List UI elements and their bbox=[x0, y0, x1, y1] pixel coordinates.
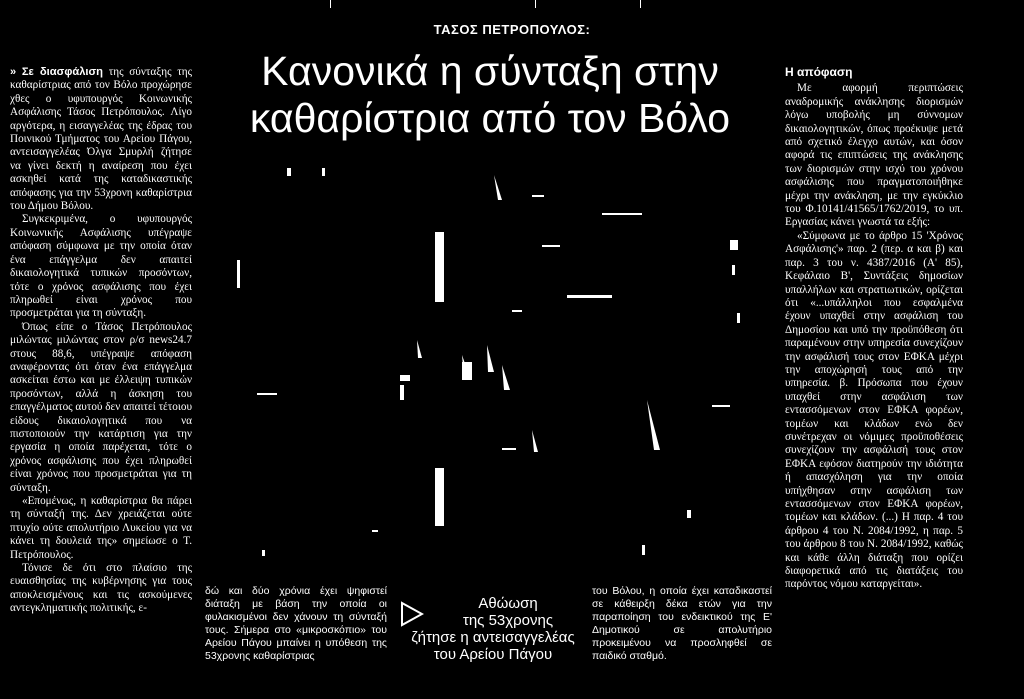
caption-text-left: δώ και δύο χρόνια έχει ψηφιστεί διάταξη με βάση την οποία οι φυλακισμένοι δεν χάνουν τη σύνταξή τους. Σήμερα στο «μικροσκόπιο» του Αρείου Πάγου μπαίνει η υπόθεση της 53χρονης καθαρίστριας bbox=[205, 585, 387, 662]
page-top-rule-right bbox=[640, 0, 641, 8]
left-paragraph-5: Τόνισε δε ότι στο πλαίσιο της ευαισθησίας της κυβέρνησης για τους αποκλεισμένους και τις ασκούμενες αντεγκληματικής πολιτικής, ε- bbox=[10, 562, 192, 615]
left-paragraph-1 bbox=[10, 66, 192, 213]
pull-quote bbox=[398, 595, 588, 663]
left-paragraph-1-text: της σύνταξης της καθαρίστριας από τον Βόλο προχώρησε χθες ο υφυπουργός Κοινωνικής Ασφάλισης Τάσος Πετρόπουλος. Λίγο αργότερα, η εισαγγελέας της έδρας του Ποινικού Τμήματος του Αρείου Πάγου, αντεισαγγελέας Όλγα Σμυρλή ζήτησε να γίνει δεκτή η αναίρεση που έχει ασκηθεί κατά της καταδικαστικής απόφασης για την 53χρονη καθαρίστρια του Δήμου Βόλου. bbox=[10, 66, 192, 213]
pull-quote-line-3: ζήτησε η αντεισαγγελέας bbox=[411, 629, 575, 646]
lead-in: Σε διασφάλιση bbox=[21, 66, 104, 78]
double-chevron-icon: » bbox=[10, 66, 17, 78]
right-paragraph-2: «Σύμφωνα με το άρθρο 15 'Χρόνος Ασφάλισης'» παρ. 2 (περ. α και β) και παρ. 3 του ν. 4387/2016 (Α' 85), Κεφάλαιο Β', Συντάξεις δημοσίων υπαλλήλων και στρατιωτικών, ορίζεται ότι «...υπάλληλοι που εσφαλμένα έχουν υπαχθεί στην ασφάλιση του Δημοσίου και υπό την προϋπόθεση ότι παραμένουν στην υπηρεσία συνεχίζουν την ασφάλισή τους στον ΕΦΚΑ μέχρι την αποχώρησή τους από την υπηρεσία. β. Πρόσωπα που έχουν υπαχθεί στην ασφάλιση των εντασσόμενων στον ΕΦΚΑ φορέων, τομέων και κλάδων ενώ δεν συνέτρεχαν οι νόμιμες προϋποθέσεις συνεχίζουν την ασφάλισή τους στον ΕΦΚΑ εφόσον διατηρούν την ιδιότητα ή απασχόληση για την οποία υπήχθησαν στην ασφάλιση των εντασσόμενων στον ΕΦΚΑ φορέων, τομέων και κλάδων. (...) Η παρ. 4 του άρθρου 4 του Ν. 2084/1992, η παρ. 5 του άρθρου 8 του Ν. 2084/1992, καθώς και κάθε άλλη διάταξη που ορίζει διαφορετικά από τις διατάξεις του παρόντος νόμου καταργείται». bbox=[785, 229, 963, 591]
pull-quote-line-4: του Αρείου Πάγου bbox=[433, 646, 553, 663]
photo-graphic bbox=[232, 150, 772, 572]
article-photo bbox=[232, 150, 772, 572]
left-paragraph-3: Όπως είπε ο Τάσος Πετρόπουλος μιλώντας μιλώντας στον ρ/σ news24.7 στους 88,6, υπέγραψε απόφαση αναφέροντας ότι όταν ένα επάγγελμα ασκείται έστω και με έλλειψη τυπικών προσόντων, αλλά η άσκηση του επαγγέλματος αυτού δεν απαιτεί τέτοιου είδους δικαιολογητικά που να πιστοποιούν την κατάρτιση για την εργασία η οποία παρέχεται, τότε ο χρόνος ασφάλισης που έχει πληρωθεί είναι χρόνος που προσμετράται για τη σύνταξη. bbox=[10, 320, 192, 494]
article-headline bbox=[200, 48, 780, 142]
article-kicker: ΤΑΣΟΣ ΠΕΤΡΟΠΟΥΛΟΣ: bbox=[433, 22, 591, 37]
sidebar-heading: Η απόφαση bbox=[785, 65, 853, 79]
page-top-rule-left bbox=[330, 0, 331, 8]
left-paragraph-4: «Επομένως, η καθαρίστρια θα πάρει τη σύνταξή της. Δεν χρειάζεται ούτε πτυχίο ούτε απολυτήριο Λυκείου για να κάνει τη δουλειά της» σημείωσε ο Τ. Πετρόπουλος. bbox=[10, 495, 192, 561]
pull-quote-line-2: της 53χρονης bbox=[462, 612, 554, 629]
headline-line-2: καθαρίστρια από τον Βόλο bbox=[249, 95, 731, 141]
left-paragraph-2: Συγκεκριμένα, ο υφυπουργός Κοινωνικής Ασφάλισης υπέγραψε απόφαση σύμφωνα με την οποία όταν ένα επάγγελμα δεν απαιτεί δικαιολογητικά τυπικών προσόντων, τότε ο χρόνος ασφάλισης που έχει πληρωθεί είναι χρόνος που προσμετράται για τη σύνταξη. bbox=[10, 213, 192, 320]
page-top-rule-mid bbox=[535, 0, 536, 8]
headline-line-1: Κανονικά η σύνταξη στην bbox=[261, 48, 719, 94]
left-text-column bbox=[10, 66, 192, 616]
pull-quote-line-1: Αθώωση bbox=[478, 595, 538, 612]
right-paragraph-1: Με αφορμή περιπτώσεις αναδρομικής ανάκλησης διορισμών λόγω υποβολής μη σύννομων δικαιολογητικών, όπως προέκυψε μετά από σχετικό έλεγχο αυτών, και όσον αφορά τις επιπτώσεις της ανάκλησης των διορισμών στην ισχύ του χρόνου ασφάλισης που πραγματοποιήθηκε μέχρι την ανάκληση, με την εγκύκλιο του Φ.10141/41565/1762/2019, το υπ. Εργασίας κάνει γνωστά τα εξής: bbox=[785, 82, 963, 229]
right-text-column bbox=[785, 66, 963, 592]
play-triangle-icon bbox=[400, 601, 424, 627]
caption-text-right: του Βόλου, η οποία έχει καταδικαστεί σε κάθειρξη δέκα ετών για την παραποίηση του ενδεικτικού της Ε' Δημοτικού σε απολυτήριο προκειμένου να προσληφθεί σε παιδικό σταθμό. bbox=[592, 585, 772, 662]
